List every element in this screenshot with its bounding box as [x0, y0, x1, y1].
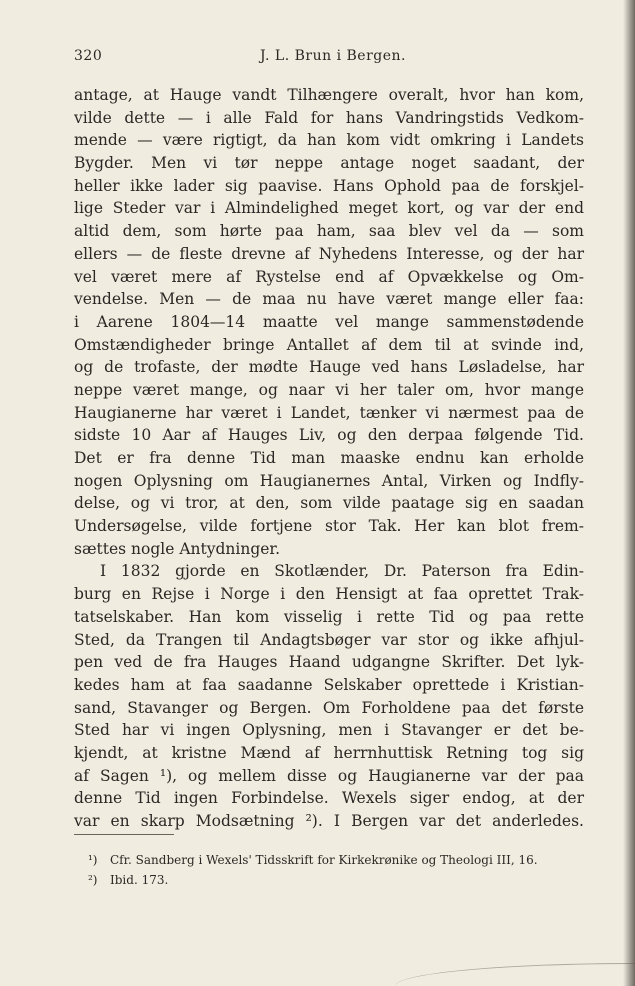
text-line: delse, og vi tror, at den, som vilde paatage sig en saadan: [74, 494, 584, 513]
text-line: kedes ham at faa saadanne Selskaber oprettede i Kristian-: [74, 675, 584, 694]
page-curl: [395, 963, 635, 986]
footnotes: [88, 850, 578, 890]
text-line: Haugianerne har været i Landet, tænker vi nærmest paa de: [74, 403, 584, 422]
page-header: [74, 48, 584, 70]
footnote-1: [88, 850, 578, 870]
text-line: nogen Oplysning om Haugianernes Antal, Virken og Indfly-: [74, 471, 584, 490]
running-head: J. L. Brun i Bergen.: [260, 48, 406, 64]
text-line: Omstændigheder bringe Antallet af dem til at svinde ind,: [74, 335, 584, 354]
text-line: sand, Stavanger og Bergen. Om Forholdene paa det første: [74, 698, 584, 717]
text-line: mende — være rigtigt, da han kom vidt omkring i Landets: [74, 131, 584, 150]
text-line: antage, at Hauge vandt Tilhængere overalt, hvor han kom,: [74, 86, 584, 104]
text-line: lige Steder var i Almindelighed meget kort, og var der end: [74, 199, 584, 218]
footnote-2: [88, 870, 578, 890]
text-line: I 1832 gjorde en Skotlænder, Dr. Paterson fra Edin-: [100, 562, 584, 581]
text-line: burg en Rejse i Norge i den Hensigt at faa oprettet Trak-: [74, 585, 584, 604]
body-text: [74, 84, 584, 833]
text-line: i Aarene 1804—14 maatte vel mange sammenstødende: [74, 312, 584, 331]
text-line: Det er fra denne Tid man maaske endnu kan erholde: [74, 449, 584, 467]
text-line: tatselskaber. Han kom visselig i rette Tid og paa rette: [74, 607, 584, 626]
text-line: Sted har vi ingen Oplysning, men i Stavanger er det be-: [74, 721, 584, 740]
footnote-divider: [74, 834, 174, 835]
text-line: heller ikke lader sig paavise. Hans Ophold paa de forskjel-: [74, 176, 584, 195]
text-line: vendelse. Men — de maa nu have været mange eller faa:: [74, 290, 584, 309]
text-line: kjendt, at kristne Mænd af herrnhuttisk Retning tog sig: [74, 743, 584, 762]
footnote-marker: ¹): [88, 853, 98, 867]
text-line: ellers — de fleste drevne af Nyhedens Interesse, og der har: [74, 244, 584, 263]
page-number: 320: [74, 48, 103, 64]
text-line: af Sagen ¹), og mellem disse og Haugianerne var der paa: [74, 766, 584, 785]
page-edge-shadow: [623, 0, 635, 986]
text-line: og de trofaste, der mødte Hauge ved hans Løsladelse, har: [74, 358, 584, 377]
text-line: denne Tid ingen Forbindelse. Wexels siger endog, at der: [74, 789, 584, 808]
footnote-text: Ibid. 173.: [110, 873, 169, 887]
text-line: var en skarp Modsætning ²). I Bergen var det anderledes.: [74, 812, 584, 830]
text-line: pen ved de fra Hauges Haand udgangne Skrifter. Det lyk-: [74, 653, 584, 672]
footnote-marker: ²): [88, 873, 98, 887]
text-line: vel været mere af Rystelse end af Opvækkelse og Om-: [74, 267, 584, 286]
text-line: Sted, da Trangen til Andagtsbøger var stor og ikke afhjul-: [74, 630, 584, 649]
text-line: altid dem, som hørte paa ham, saa blev vel da — som: [74, 222, 584, 241]
text-line: neppe været mange, og naar vi her taler om, hvor mange: [74, 380, 584, 399]
footnote-text: Cfr. Sandberg i Wexels' Tidsskrift for Kirkekrønike og Theologi III, 16.: [110, 853, 538, 867]
text-line: sættes nogle Antydninger.: [74, 539, 281, 558]
text-line: Undersøgelse, vilde fortjene stor Tak. Her kan blot frem-: [74, 517, 584, 536]
text-line: vilde dette — i alle Fald for hans Vandringstids Vedkom-: [74, 108, 584, 127]
text-line: sidste 10 Aar af Hauges Liv, og den derpaa følgende Tid.: [74, 426, 584, 445]
text-line: Bygder. Men vi tør neppe antage noget saadant, der: [74, 154, 584, 173]
